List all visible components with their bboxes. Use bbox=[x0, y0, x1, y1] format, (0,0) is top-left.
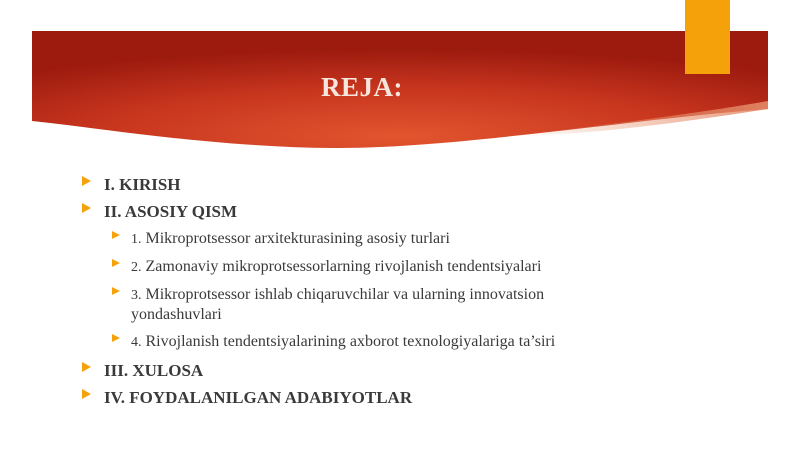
outline-subitem bbox=[112, 229, 722, 249]
outline-item bbox=[82, 201, 722, 228]
outline-item-label: III. XULOSA bbox=[104, 361, 204, 380]
outline-subitem bbox=[112, 285, 631, 324]
triangle-bullet-icon bbox=[82, 176, 91, 186]
triangle-bullet-icon bbox=[112, 231, 120, 239]
slide-title: REJA: bbox=[321, 72, 403, 102]
subitem-text: Zamonaviy mikroprotsessorlarning rivojlanish tendentsiyalari bbox=[145, 258, 542, 275]
triangle-bullet-icon bbox=[112, 334, 120, 342]
triangle-bullet-icon bbox=[112, 287, 120, 295]
subitem-text: Mikroprotsessor ishlab chiqaruvchilar va ularning innovatsion yondashuvlari bbox=[131, 286, 545, 323]
outline-item bbox=[82, 387, 722, 414]
triangle-bullet-icon bbox=[82, 203, 91, 213]
subitem-text: Rivojlanish tendentsiyalarining axborot texnologiyalariga ta’siri bbox=[145, 333, 556, 350]
triangle-bullet-icon bbox=[82, 362, 91, 372]
subitem-number: 1. bbox=[131, 232, 142, 247]
outline-item-label: II. ASOSIY QISM bbox=[104, 202, 238, 221]
accent-tab bbox=[685, 0, 730, 74]
outline-list bbox=[82, 174, 722, 414]
outline-subitem bbox=[112, 257, 722, 277]
outline-sublist bbox=[82, 229, 722, 352]
triangle-bullet-icon bbox=[82, 389, 91, 399]
outline-item-label: IV. FOYDALANILGAN ADABIYOTLAR bbox=[104, 388, 413, 407]
subitem-number: 4. bbox=[131, 335, 142, 350]
outline-item bbox=[82, 174, 722, 201]
triangle-bullet-icon bbox=[112, 259, 120, 267]
outline-item bbox=[82, 360, 722, 387]
outline-item-label: I. KIRISH bbox=[104, 175, 181, 194]
outline-subitem bbox=[112, 332, 722, 352]
subitem-number: 3. bbox=[131, 288, 142, 303]
subitem-number: 2. bbox=[131, 260, 142, 275]
subitem-text: Mikroprotsessor arxitekturasining asosiy turlari bbox=[145, 230, 450, 247]
